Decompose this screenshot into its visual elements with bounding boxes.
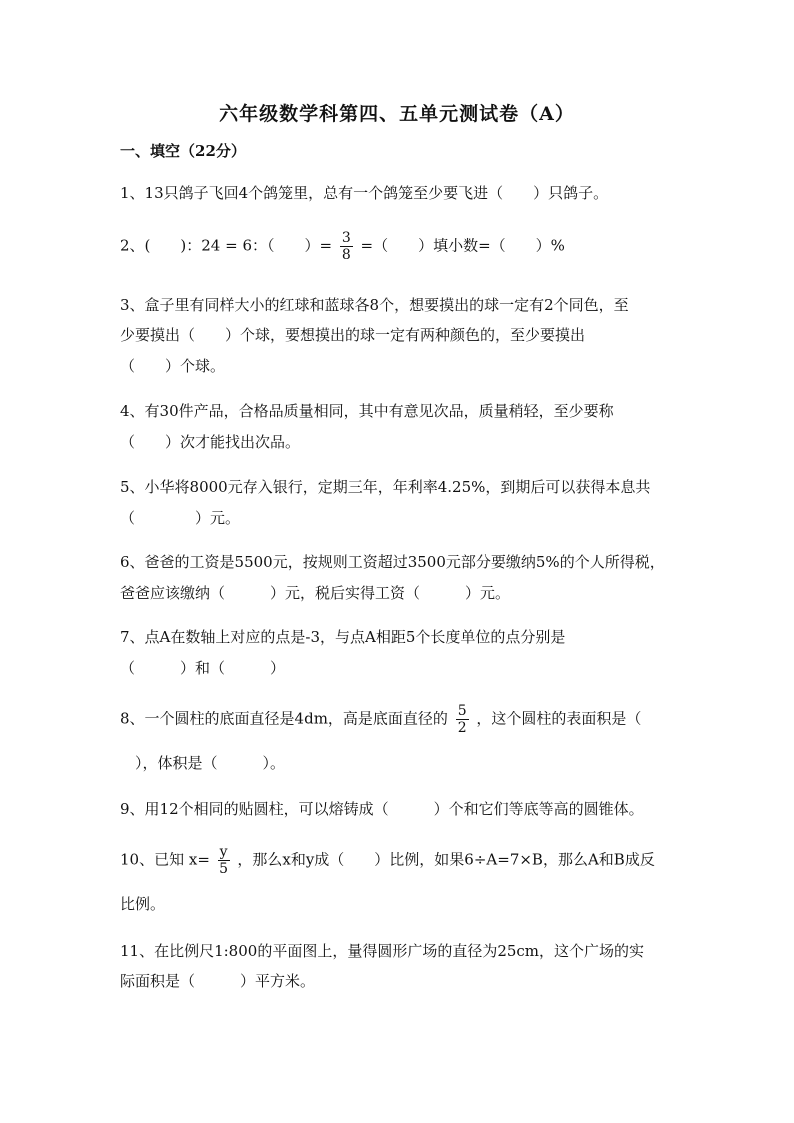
section-fill-in: 一、填空（22分）	[120, 142, 246, 160]
question-9: 9、用12个相同的贴圆柱，可以熔铸成（ ）个和它们等底等高的圆锥体。	[120, 800, 644, 818]
question-10-line-1	[120, 844, 655, 877]
exam-title: 六年级数学科第四、五单元测试卷（A）	[219, 103, 575, 125]
fraction-3-8	[340, 230, 353, 263]
question-10-text-b: ，那么x和y成（ ）比例，如果6÷A=7×B，那么A和B成反	[237, 850, 655, 869]
question-11-line-2: 际面积是（ ）平方米。	[120, 972, 316, 990]
fraction-denominator: 8	[341, 247, 351, 263]
question-6-line-1: 6、爸爸的工资是5500元，按规则工资超过3500元部分要缴纳5%的个人所得税，	[120, 553, 665, 571]
fraction-numerator: 3	[341, 230, 351, 246]
question-7-line-2: （ ）和（ ）	[120, 659, 286, 677]
question-2-text-b: =（ ）填小数=（ ）%	[360, 236, 565, 255]
fraction-numerator: 5	[457, 703, 467, 719]
question-1: 1、13只鸽子飞回4个鸽笼里，总有一个鸽笼至少要飞进（ ）只鸽子。	[120, 184, 609, 202]
question-8-text-b: ，这个圆柱的表面积是（	[476, 709, 642, 728]
fraction-denominator: 2	[457, 720, 467, 736]
question-5-line-1: 5、小华将8000元存入银行，定期三年，年利率4.25%，到期后可以获得本息共	[120, 478, 651, 496]
question-6-line-2: 爸爸应该缴纳（ ）元，税后实得工资（ ）元。	[120, 584, 511, 602]
fraction-denominator: 5	[219, 861, 229, 877]
question-5-line-2: （ ）元。	[120, 509, 241, 527]
question-8-line-1	[120, 703, 641, 736]
fraction-numerator: y	[219, 844, 228, 860]
fraction-5-2	[456, 703, 469, 736]
question-10-text-a: 10、已知 x=	[120, 850, 210, 869]
question-4-line-1: 4、有30件产品，合格品质量相同，其中有意见次品，质量稍轻，至少要称	[120, 402, 614, 420]
question-8-text-a: 8、一个圆柱的底面直径是4dm，高是底面直径的	[120, 709, 448, 728]
question-4-line-2: （ ）次才能找出次品。	[120, 433, 301, 451]
question-10-line-2: 比例。	[120, 895, 166, 913]
question-3-line-3: （ ）个球。	[120, 357, 226, 375]
question-7-line-1: 7、点A在数轴上对应的点是-3，与点A相距5个长度单位的点分别是	[120, 628, 566, 646]
question-2	[120, 230, 565, 263]
question-3-line-1: 3、盒子里有同样大小的红球和蓝球各8个，想要摸出的球一定有2个同色，至	[120, 296, 629, 314]
question-8-line-2: ），体积是（ ）。	[120, 754, 286, 772]
fraction-y-5	[218, 844, 230, 877]
question-2-text-a: 2、( )：24 = 6：（ ）=	[120, 236, 333, 255]
question-3-line-2: 少要摸出（ ）个球，要想摸出的球一定有两种颜色的，至少要摸出	[120, 326, 586, 344]
question-11-line-1: 11、在比例尺1:800的平面图上，量得圆形广场的直径为25cm，这个广场的实	[120, 942, 645, 960]
